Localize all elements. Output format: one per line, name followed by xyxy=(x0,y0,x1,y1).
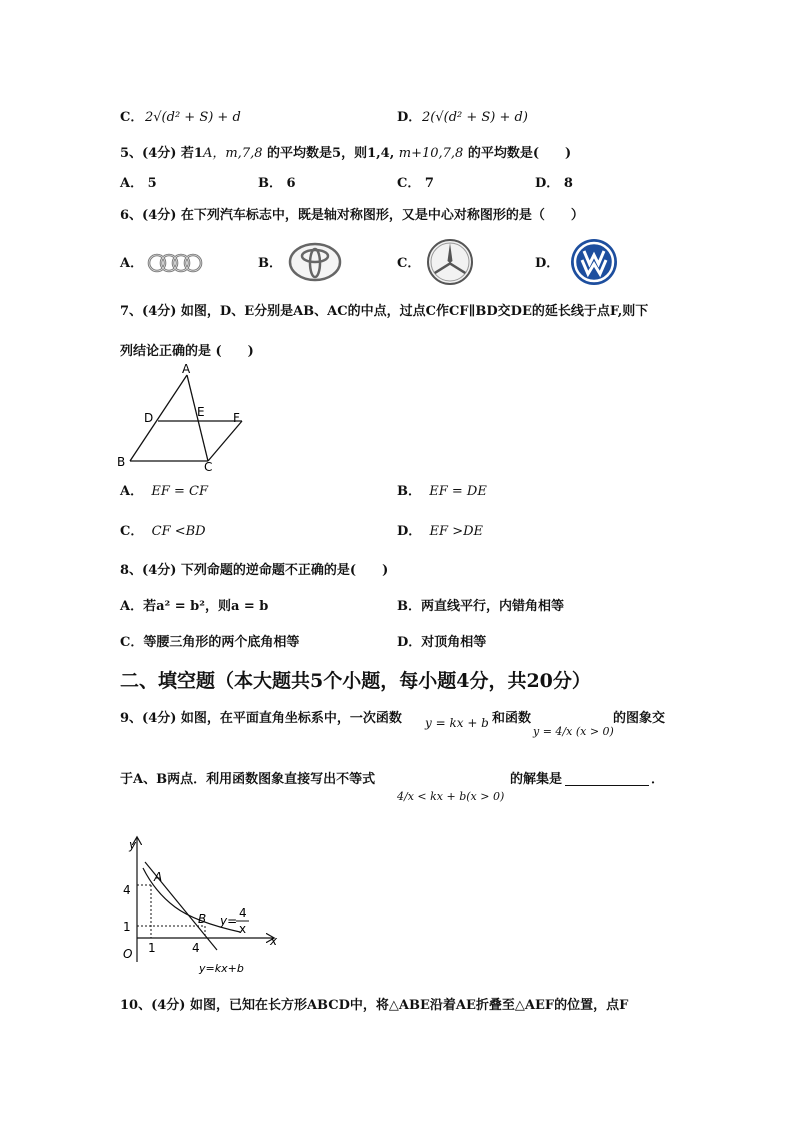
q9-y-axis-label: y xyxy=(129,838,137,852)
q5-option-d: D． 8 xyxy=(535,176,573,191)
q7-option-c: C． CF <BD xyxy=(120,524,206,539)
q9-point-a: A xyxy=(154,870,163,884)
q9-curve-label-num: 4 xyxy=(239,906,247,920)
audi-rings-icon xyxy=(147,252,203,274)
q6-stem: 6、(4分) 在下列汽车标志中，既是轴对称图形，又是中心对称图形的是（ ） xyxy=(120,208,584,223)
q4-option-d-label: D． xyxy=(397,110,422,125)
q9-line-label: y=kx+b xyxy=(199,962,244,975)
q9-line1-b: 和函数 xyxy=(492,711,532,726)
q5-stem-suffix: 的平均数是( ) xyxy=(463,146,572,161)
q7-triangle-figure xyxy=(115,360,250,472)
q7-label-d: D xyxy=(144,411,154,425)
q5-stem-prefix: 5、(4分) 若1 xyxy=(120,146,203,161)
q4-option-c-label: C． xyxy=(120,110,144,125)
q9-expr-linear: y = kx + b xyxy=(425,716,489,730)
q5-stem xyxy=(120,146,571,162)
q6-option-b-label: B． xyxy=(258,256,282,271)
q5-stem-mid: 的平均数是5，则1,4, xyxy=(262,146,399,161)
q9-line1-a: 9、(4分) 如图，在平面直角坐标系中，一次函数 xyxy=(120,711,402,726)
q9-curve-label: y= xyxy=(220,914,238,928)
q9-x-axis-label: x xyxy=(270,934,278,948)
mercedes-star-icon xyxy=(426,238,474,286)
q7-label-c: C xyxy=(204,460,213,472)
q7-option-b: B． EF = DE xyxy=(397,484,487,499)
q7-option-d: D． EF >DE xyxy=(397,524,483,539)
q8-option-d: D．对顶角相等 xyxy=(397,635,487,650)
q7-label-e: E xyxy=(197,405,205,419)
q5-stem-vars: A，m,7,8 xyxy=(202,146,263,161)
q9-function-graph xyxy=(115,832,290,980)
q8-option-a: A．若a² = b²，则a = b xyxy=(120,599,269,614)
q7-option-a: A． EF = CF xyxy=(120,484,208,499)
q10-stem: 10、(4分) 如图，已知在长方形ABCD中，将△ABE沿着AE折叠至△AEF的位置，点F xyxy=(120,998,629,1013)
toyota-logo-icon xyxy=(288,242,342,282)
q9-line1-c: 的图象交 xyxy=(613,711,666,726)
section-heading: 二、填空题（本大题共5个小题，每小题4分，共20分） xyxy=(120,670,591,692)
q9-tick-x1: 1 xyxy=(148,941,156,955)
volkswagen-logo-icon xyxy=(570,238,618,286)
q7-label-b: B xyxy=(117,455,126,469)
q9-tick-y4: 4 xyxy=(123,883,131,897)
q7-stem-line1: 7、(4分) 如图，D、E分别是AB、AC的中点，过点C作CF∥BD交DE的延长线于点F,则下 xyxy=(120,304,649,319)
q5-option-b: B． 6 xyxy=(258,176,296,191)
q6-option-d-label: D． xyxy=(535,256,560,271)
q8-option-b: B．两直线平行，内错角相等 xyxy=(397,599,565,614)
q9-expr-inverse: y = 4/x (x > 0) xyxy=(533,725,614,738)
q5-option-c: C． 7 xyxy=(397,176,434,191)
q9-line2-end: ． xyxy=(651,772,665,787)
q7-label-f: F xyxy=(233,411,240,425)
q5-stem-expr: m+10,7,8 xyxy=(398,146,464,161)
q6-option-a-label: A． xyxy=(120,256,144,271)
q5-option-a: A． 5 xyxy=(120,176,157,191)
q9-line2-a: 于A、B两点．利用函数图象直接写出不等式 xyxy=(120,772,376,787)
q9-tick-y1: 1 xyxy=(123,920,131,934)
q9-curve-label-den: x xyxy=(239,922,247,936)
q9-answer-blank[interactable] xyxy=(565,773,649,786)
q4-option-d-expr: 2(√(d² + S) + d) xyxy=(422,110,528,125)
q9-tick-x4: 4 xyxy=(192,941,200,955)
q9-inequality: 4/x < kx + b(x > 0) xyxy=(397,790,505,803)
q9-line2-b: 的解集是 xyxy=(510,772,563,787)
q9-point-b: B xyxy=(198,912,207,926)
q7-stem-line2: 列结论正确的是 ( ) xyxy=(120,344,254,359)
q7-label-a: A xyxy=(182,362,191,376)
q6-option-c-label: C． xyxy=(397,256,421,271)
q8-option-c: C．等腰三角形的两个底角相等 xyxy=(120,635,300,650)
q9-origin-label: O xyxy=(123,947,133,961)
q4-option-c-expr: 2√(d² + S) + d xyxy=(145,110,241,125)
q8-stem: 8、(4分) 下列命题的逆命题不正确的是( ) xyxy=(120,563,389,578)
